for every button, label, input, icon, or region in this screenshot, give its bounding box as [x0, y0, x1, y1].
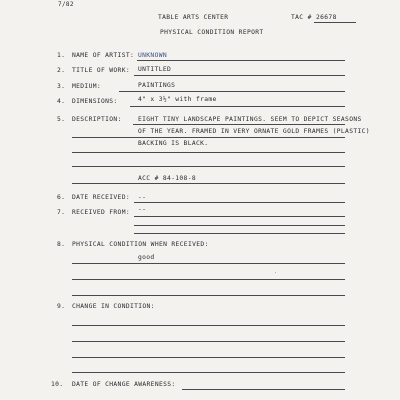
field-number-physical-condition: 8. [57, 241, 66, 248]
description-rule-4 [72, 166, 345, 167]
description-rule-2 [72, 137, 345, 138]
physical-condition-rule-1 [72, 263, 345, 264]
date-received-value: -- [138, 194, 147, 201]
medium-label: MEDIUM: [72, 83, 101, 90]
description-rule-5 [72, 183, 345, 184]
physical-condition-value: good [138, 254, 155, 261]
acc-number: ACC # 84-108-8 [138, 175, 196, 182]
title-rule [134, 75, 345, 76]
date-received-rule [134, 202, 345, 203]
tac-label: TAC # [291, 14, 312, 21]
tac-number: 26678 [316, 14, 337, 21]
field-number-received-from: 7. [57, 209, 66, 216]
change-rule-3 [72, 357, 345, 358]
received-from-label: RECEIVED FROM: [72, 209, 130, 216]
physical-condition-rule-2 [72, 279, 345, 280]
dimensions-label: DIMENSIONS: [72, 98, 118, 105]
form-title: PHYSICAL CONDITION REPORT [160, 29, 264, 36]
field-number-artist: 1. [57, 52, 66, 59]
field-number-medium: 3. [57, 83, 66, 90]
org-name: TABLE ARTS CENTER [158, 14, 229, 21]
received-from-rule-2 [134, 225, 345, 226]
date-change-label: DATE OF CHANGE AWARENESS: [72, 381, 176, 388]
received-from-rule-3 [134, 233, 345, 234]
date-code: 7/82 [58, 1, 74, 8]
dimensions-value: 4" x 3½" with frame [138, 96, 217, 103]
received-from-rule-1 [134, 216, 345, 217]
field-number-title: 2. [57, 67, 66, 74]
title-value: UNTITLED [138, 66, 172, 73]
received-from-value: -- [138, 206, 147, 213]
medium-value: PAINTINGS [138, 82, 176, 89]
physical-condition-rule-3 [72, 295, 345, 296]
artist-label: NAME OF ARTIST: [72, 52, 135, 59]
description-line-1: EIGHT TINY LANDSCAPE PAINTINGS. SEEM TO DEPICT SEASONS [138, 116, 362, 123]
dimensions-rule [130, 106, 345, 107]
description-line-3: BACKING IS BLACK. [138, 140, 209, 147]
field-number-dimensions: 4. [57, 98, 66, 105]
field-number-description: 5. [57, 116, 66, 123]
title-label: TITLE OF WORK: [72, 67, 130, 74]
description-rule-3 [72, 152, 345, 153]
artist-rule [137, 60, 345, 61]
date-change-rule [182, 389, 345, 390]
field-number-date-received: 6. [57, 194, 66, 201]
description-rule-1 [133, 124, 345, 125]
change-label: CHANGE IN CONDITION: [72, 303, 155, 310]
paper-speck [275, 272, 276, 273]
date-received-label: DATE RECEIVED: [72, 194, 130, 201]
artist-value: UNKNOWN [138, 52, 167, 59]
description-line-2: OF THE YEAR. FRAMED IN VERY ORNATE GOLD FRAMES (PLASTIC) [138, 128, 370, 135]
description-label: DESCRIPTION: [72, 116, 122, 123]
tac-number-rule [314, 22, 356, 23]
field-number-date-change: 10. [51, 381, 64, 388]
change-rule-4 [72, 372, 345, 373]
physical-condition-label: PHYSICAL CONDITION WHEN RECEIVED: [72, 241, 209, 248]
change-rule-2 [72, 341, 345, 342]
change-rule-1 [72, 325, 345, 326]
medium-rule [119, 91, 345, 92]
field-number-change: 9. [57, 303, 66, 310]
